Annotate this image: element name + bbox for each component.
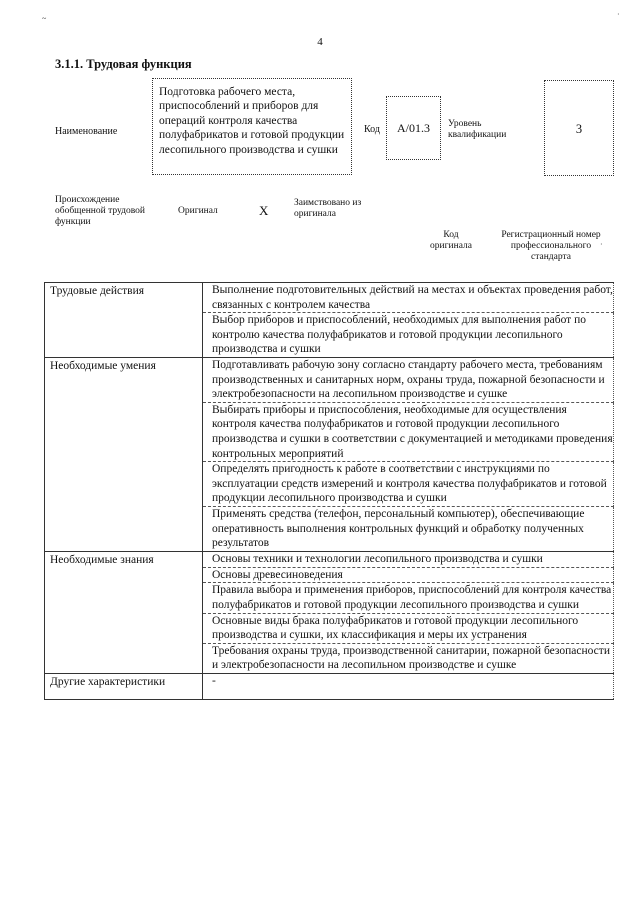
original-label: Оригинал (178, 206, 218, 216)
item-text: Выполнение подготовительных действий на местах и объектах проведения работ, связанных с контролем качества (212, 284, 613, 311)
row-label-cell (45, 283, 203, 313)
row-label-cell (45, 613, 203, 643)
row-label-cell (45, 673, 203, 699)
table-row (45, 462, 614, 507)
row-label-cell (45, 583, 203, 613)
group-label: Другие характеристики (50, 675, 166, 688)
borrowed-label: Заимствовано из оригинала (294, 198, 362, 219)
scan-mark: ~ (42, 14, 47, 23)
item-text: Выбор приборов и приспособлений, необходимых для выполнения работ по контролю качества полуфабрикатов и готовой продукции лесопильного производства и сушки (212, 314, 586, 356)
table-row (45, 673, 614, 699)
row-content-cell (203, 613, 614, 643)
item-text: Требования охраны труда, производственной санитарии, пожарной безопасности и электробезопасности на лесопильном производстве и сушке (212, 644, 610, 672)
group-label: Необходимые знания (50, 553, 154, 566)
row-content-cell (203, 583, 614, 613)
name-label: Наименование (55, 126, 118, 137)
row-content-cell (203, 283, 614, 313)
reg-number-label: Регистрационный номер профессионального стандарта (501, 230, 601, 262)
function-details-table (44, 282, 614, 700)
item-text: Основы древесиноведения (212, 568, 343, 581)
item-text: Основы техники и технологии лесопильного производства и сушки (212, 552, 543, 565)
level-value: 3 (575, 122, 583, 136)
row-content-cell (203, 551, 614, 567)
function-name-value: Подготовка рабочего места, приспособлений и приборов для операций контроля качества полуфабрикатов и готовой продукции лесопильного производства и сушки (159, 86, 345, 156)
table-row (45, 583, 614, 613)
table-row (45, 357, 614, 402)
level-label: Уровень квалификации (448, 119, 507, 140)
row-label-cell (45, 462, 203, 507)
row-content-cell (203, 643, 614, 673)
table-row (45, 506, 614, 551)
row-label-cell (45, 567, 203, 583)
item-text: Выбирать приборы и приспособления, необходимые для осуществления контроля качества полуфабрикатов и готовой продукции лесопильного производства и сушки в соответствии с документацией и методиками проведения контрольных мероприятий (212, 403, 613, 460)
group-label: Необходимые умения (50, 359, 156, 372)
origin-label: Происхождение обобщенной трудовой функции (55, 195, 145, 227)
table-row (45, 643, 614, 673)
item-text: Определять пригодность к работе в соответствии с инструкциями по эксплуатации средств измерений и контроля качества полуфабрикатов и готовой продукции лесопильного производства и сушки (212, 463, 607, 505)
item-text: Подготавливать рабочую зону согласно стандарту рабочего места, требованиям производственных и санитарных норм, охраны труда, пожарной безопасности и электробезопасности на лесопильном производстве и сушке (212, 358, 605, 401)
code-label: Код (364, 124, 380, 135)
row-content-cell (203, 567, 614, 583)
row-content-cell (203, 462, 614, 507)
row-label-cell (45, 551, 203, 567)
row-content-cell (203, 506, 614, 551)
row-content-cell (203, 313, 614, 358)
table-row (45, 313, 614, 358)
row-label-cell (45, 402, 203, 461)
item-text: Основные виды брака полуфабрикатов и готовой продукции лесопильного производства и сушки, их классификация и меры их устранения (212, 614, 579, 642)
row-label-cell (45, 506, 203, 551)
row-content-cell (203, 357, 614, 402)
row-label-cell (45, 357, 203, 402)
row-label-cell (45, 643, 203, 673)
group-label: Трудовые действия (50, 285, 145, 297)
row-content-cell (203, 402, 614, 461)
level-box (544, 80, 614, 176)
item-text: - (212, 674, 216, 687)
code-box (386, 96, 441, 160)
function-name-box (152, 78, 352, 175)
row-label-cell (45, 313, 203, 358)
table-row (45, 613, 614, 643)
original-mark: X (259, 203, 269, 218)
page-number: 4 (317, 36, 323, 48)
table-row (45, 551, 614, 567)
row-content-cell (203, 673, 614, 699)
scan-mark: · (617, 10, 620, 19)
section-title: 3.1.1. Трудовая функция (55, 57, 192, 71)
scan-mark: · (600, 240, 603, 249)
code-value: A/01.3 (397, 121, 430, 135)
table-row (45, 402, 614, 461)
item-text: Применять средства (телефон, персональный компьютер), обеспечивающие оперативность выполнения контрольных функций и обработку полученных результатов (212, 507, 585, 550)
table-row (45, 567, 614, 583)
item-text: Правила выбора и применения приборов, приспособлений для контроля качества полуфабрикатов и готовой продукции лесопильного производства и сушки (212, 584, 612, 611)
code-original-label: Код оригинала (430, 230, 472, 251)
table-row (45, 283, 614, 313)
